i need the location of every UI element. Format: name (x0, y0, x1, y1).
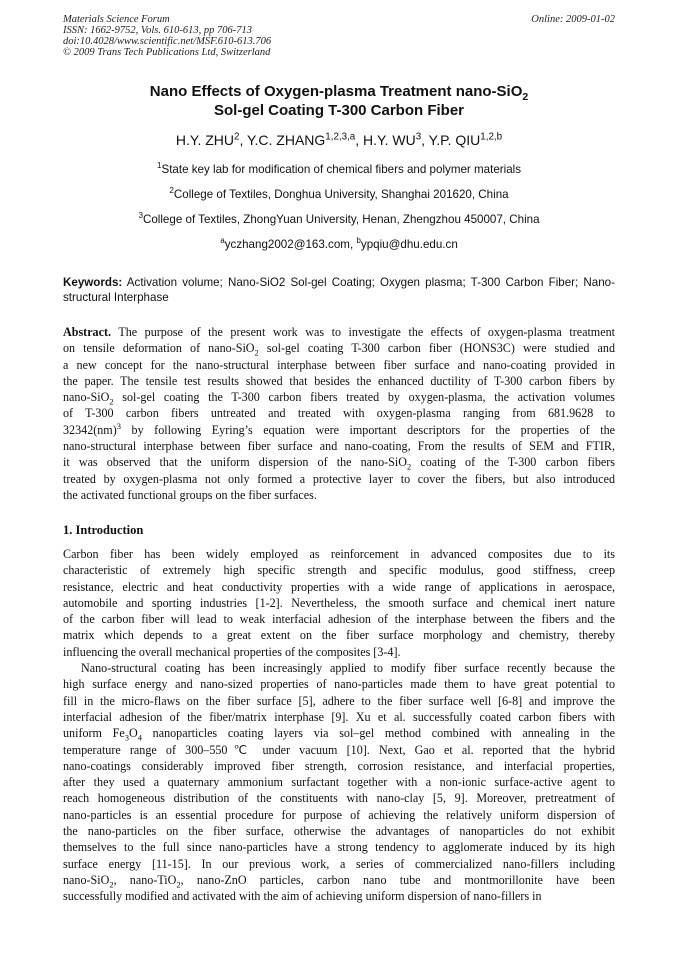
keywords (63, 275, 615, 305)
author-separator: , (239, 132, 247, 148)
email-b: ypqiu@dhu.edu.cn (360, 238, 458, 251)
author-affiliation-marker: 2 (234, 131, 240, 143)
text-line: Carbon fiber has been widely employed as reinforcement in advanced composites due to its (63, 547, 615, 561)
text-line: uniform $Fe_3O_4$ nanoparticles coating layers via sol–gel method combined with annealing in the (63, 726, 615, 743)
text-line: 32342(nm)$^3$ by following Eyring’s equation were important descriptors for the properties of the (63, 420, 615, 437)
text-line: nano-SiO$_2$, nano-TiO$_2$, nano-ZnO particles, carbon nano tube and montmorillonite have been (63, 872, 615, 890)
text-line: nano-structural interphase between fiber surface and nano-coating, From the results of SEM and FTIR, (63, 439, 615, 454)
author (429, 132, 502, 148)
author-name: H.Y. WU (363, 132, 416, 148)
text-line: a new concept for the nano-structural interphase between fiber surface and nano-coating provided in (63, 357, 615, 372)
affiliation-2 (63, 188, 615, 202)
text-line: nano-particles is an essential procedure for purpose of achieving the relatively uniform dispersion of (63, 807, 615, 822)
journal-name: Materials Science Forum (63, 14, 170, 25)
text-line: nano-SiO$_2$ sol-gel coating the T-300 carbon fibers treated by oxygen-plasma, the activation volumes (63, 390, 615, 407)
issn: ISSN: 1662-9752, Vols. 610-613, pp 706-713 (63, 25, 252, 36)
author (176, 132, 247, 148)
journal-header (63, 14, 615, 58)
author-name: Y.P. QIU (428, 132, 481, 148)
keywords-label: Keywords: (63, 276, 123, 289)
text-line: high surface energy and nano-sized properties of nano-particles made them to have great potential to (63, 677, 615, 692)
paper-title (63, 82, 615, 120)
author-affiliation-marker: 1,2,b (480, 131, 503, 143)
doi: doi:10.4028/www.scientific.net/MSF.610-613.706 (63, 36, 272, 47)
affiliation-text: College of Textiles, Donghua University, Shanghai 201620, China (173, 188, 509, 201)
author-affiliation-marker: 1,2,3,a (325, 131, 356, 143)
author-name: Y.C. ZHANG (246, 132, 326, 148)
text-line: reach homogeneous distribution of the constituents with nano-clay [5, 9]. Moreover, pretreatment of (63, 791, 615, 806)
text-line: nano-coatings considerably improved fiber strength, corrosion resistance, and interfacial properties, (63, 758, 615, 773)
text-line: of T-300 carbon fibers untreated and treated with oxygen-plasma ranging from 681.9628 to (63, 406, 615, 421)
author-list (63, 131, 615, 149)
text-line: interfacial adhesion of the fiber/matrix interphase [9]. Xu et al. successfully coated carbon fibers with (63, 709, 615, 724)
text-line: Nano-structural coating has been increasingly applied to modify fiber surface recently because the (81, 661, 615, 676)
text-line: treated by oxygen-plasma not only formed a protective layer to cover the fibers, but also introduced (63, 471, 615, 486)
keywords-text: Activation volume; Nano-SiO2 Sol-gel Coating; Oxygen plasma; T-300 Carbon Fiber; Nano-structural Interphase (63, 276, 615, 304)
affiliation-marker: 2 (169, 186, 174, 196)
email-a: yczhang2002@163.com (224, 238, 350, 251)
text-line: it was observed that the uniform dispersion of the nano-SiO$_2$ coating of the T-300 carbon fibers (63, 455, 615, 472)
text-line: fill in the micro-flaws on the fiber surface [5], adhere to the fiber surface well [6-8] and improve the (63, 693, 615, 708)
affiliation-text: State key lab for modification of chemical fibers and polymer materials (161, 163, 522, 176)
introduction-body (63, 546, 615, 905)
title-line-1: Nano Effects of Oxygen-plasma Treatment nano-SiO (149, 83, 523, 100)
abstract (63, 324, 615, 503)
title-line-2: Sol-gel Coating T-300 Carbon Fiber (213, 102, 465, 119)
text-line: resistance, electric and heat conductivity properties with a wide range of applications in aerospace, (63, 579, 615, 594)
author-affiliation-marker: 3 (415, 131, 422, 143)
email-separator: , (349, 238, 357, 251)
copyright: © 2009 Trans Tech Publications Ltd, Switzerland (63, 47, 271, 58)
text-line: characteristic of extremely high specific strength and specific modulus, good stiffness, creep (63, 563, 615, 578)
text-line: the activated functional groups on the fiber surfaces. (63, 487, 317, 502)
text-line: temperature range of 300–550℃ under vacuum [10]. Next, Gao et al. reported that the hybrid (63, 742, 615, 757)
author-name: H.Y. ZHU (175, 132, 234, 148)
affiliation-marker: 1 (156, 161, 162, 171)
text-line: after they used a quaternary ammonium surfactant together with a non-ionic surface-active agent to (63, 775, 615, 790)
author-separator: , (421, 132, 429, 148)
text-line: surface energy [11-15]. In our previous work, a series of commercialized nano-fillers including (63, 856, 615, 871)
author (363, 132, 429, 148)
section-heading: 1. Introduction (63, 523, 144, 537)
text-line: Abstract. The purpose of the present work was to investigate the effects of oxygen-plasma treatment (63, 325, 615, 339)
affiliation-marker: 3 (138, 211, 143, 221)
text-line: the nano-particles on the fiber surface, otherwise the advantages of nanoparticles do not exhibit (63, 824, 615, 839)
title-subscript: 2 (522, 91, 529, 103)
abstract-label: Abstract. (63, 325, 112, 339)
text-line: on tensile deformation of nano-SiO$_2$ sol-gel coating T-300 carbon fiber (HONS3C) were studied and (63, 341, 616, 358)
email-marker: a (220, 236, 225, 246)
affiliation-text: College of Textiles, ZhongYuan University, Henan, Zhengzhou 450007, China (142, 213, 540, 226)
text-line: matrix which depends to a great extent on the fiber surface morphology and chemistry, thereby (63, 628, 615, 643)
email-marker: b (356, 236, 361, 246)
text-line: themselves to the full since nano-particles have a strong tendency to agglomerate induced by its high (63, 840, 615, 855)
online-date: Online: 2009-01-02 (531, 14, 615, 25)
author-separator: , (355, 132, 364, 148)
text-line: the paper. The tensile test results showed that besides the enhanced ductility of T-300 carbon fibers by (63, 373, 615, 388)
author (247, 132, 363, 148)
text-line: successfully modified and activated with the aim of achieving uniform dispersion of nano-fillers in (63, 889, 542, 904)
affiliation-3 (63, 213, 615, 227)
text-line: automobile and sporting industries [1-2]. Nevertheless, the smooth surface and chemical inert nature (63, 595, 615, 610)
affiliation-1 (63, 163, 615, 177)
author-emails (63, 238, 615, 252)
text-line: of the carbon fiber will lead to weak interfacial adhesion of the interphase between the fibers and the (63, 612, 615, 627)
text-line: influencing the overall mechanical properties of the composites [3-4]. (63, 644, 401, 659)
